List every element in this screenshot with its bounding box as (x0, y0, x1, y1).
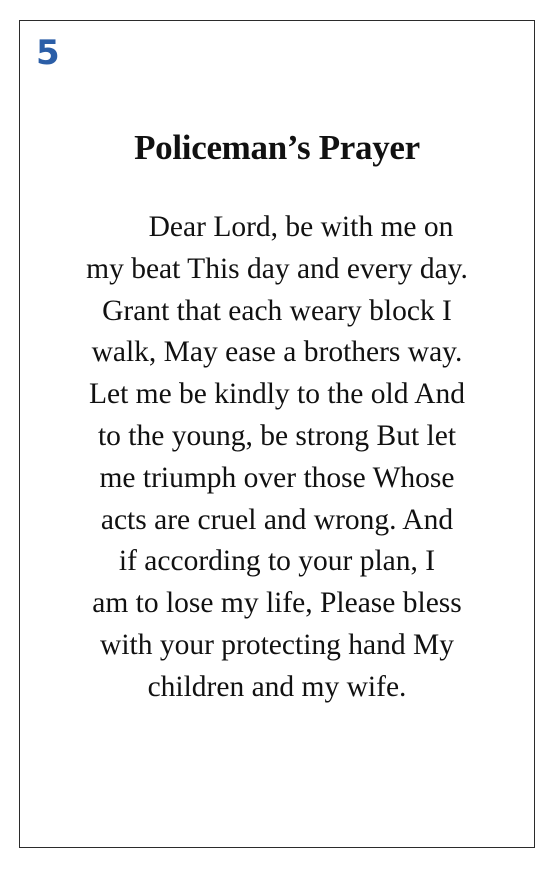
prayer-line: am to lose my life, Please bless (92, 587, 462, 620)
card-number: 5 (36, 33, 60, 73)
prayer-line: walk, May ease a brothers way. (91, 336, 463, 369)
prayer-text (20, 207, 534, 709)
prayer-line: Dear Lord, be with me on (148, 211, 454, 243)
prayer-line: acts are cruel and wrong. And (100, 503, 454, 536)
prayer-line: children and my wife. (147, 670, 407, 703)
prayer-line: to the young, be strong But let (97, 419, 457, 452)
prayer-card (19, 20, 535, 848)
prayer-line: Let me be kindly to the old And (88, 378, 466, 411)
prayer-line: Grant that each weary block I (102, 294, 452, 327)
prayer-line: my beat This day and every day. (86, 252, 468, 285)
prayer-line: if according to your plan, I (118, 545, 436, 578)
prayer-line: with your protecting hand My (100, 628, 454, 661)
prayer-line: me triumph over those Whose (99, 461, 455, 494)
prayer-title: Policeman’s Prayer (134, 128, 420, 167)
